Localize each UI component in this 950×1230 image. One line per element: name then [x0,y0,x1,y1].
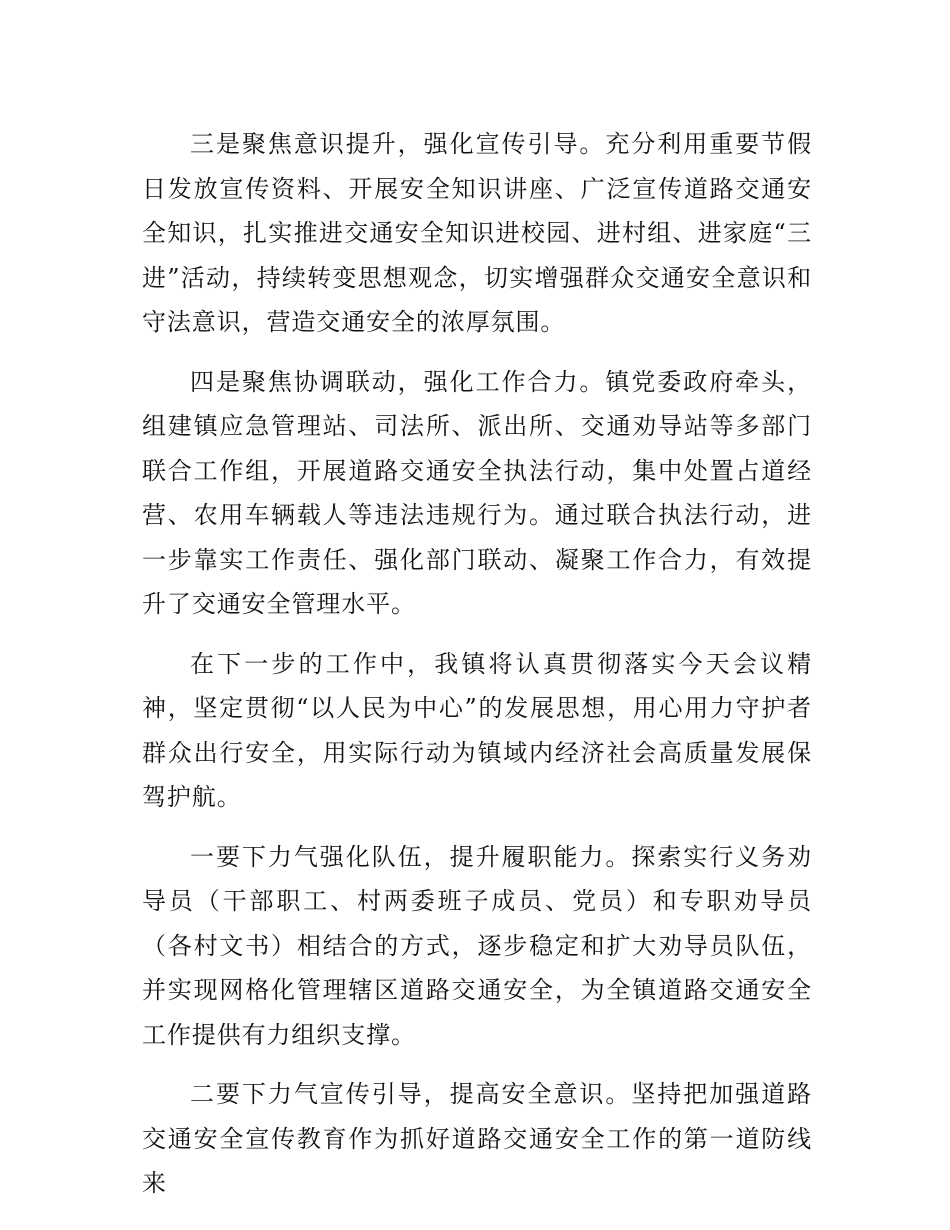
paragraph-3: 在下一步的工作中，我镇将认真贯彻落实今天会议精神，坚定贯彻“以人民为中心”的发展思想，用心用力守护者群众出行安全，用实际行动为镇域内经济社会高质量发展保驾护航。 [142,649,812,811]
paragraph-5: 二要下力气宣传引导，提高安全意识。坚持把加强道路交通安全宣传教育作为抓好道路交通安全工作的第一道防线来 [142,1080,812,1197]
paragraph-2: 四是聚焦协调联动，强化工作合力。镇党委政府牵头，组建镇应急管理站、司法所、派出所、交通劝导站等多部门联合工作组，开展道路交通安全执法行动，集中处置占道经营、农用车辆载人等违法违规行为。通过联合执法行动，进一步靠实工作责任、强化部门联动、凝聚工作合力，有效提升了交通安全管理水平。 [142,367,812,618]
paragraph-1: 三是聚焦意识提升，强化宣传引导。充分利用重要节假日发放宣传资料、开展安全知识讲座、广泛宣传道路交通安全知识，扎实推进交通安全知识进校园、进村组、进家庭“三进”活动，持续转变思想观念，切实增强群众交通安全意识和守法意识，营造交通安全的浓厚氛围。 [142,130,812,336]
document-body [142,122,812,1221]
paragraph-4: 一要下力气强化队伍，提升履职能力。探索实行义务劝导员（干部职工、村两委班子成员、党员）和专职劝导员（各村文书）相结合的方式，逐步稳定和扩大劝导员队伍，并实现网格化管理辖区道路交通安全，为全镇道路交通安全工作提供有力组织支撑。 [142,842,812,1049]
